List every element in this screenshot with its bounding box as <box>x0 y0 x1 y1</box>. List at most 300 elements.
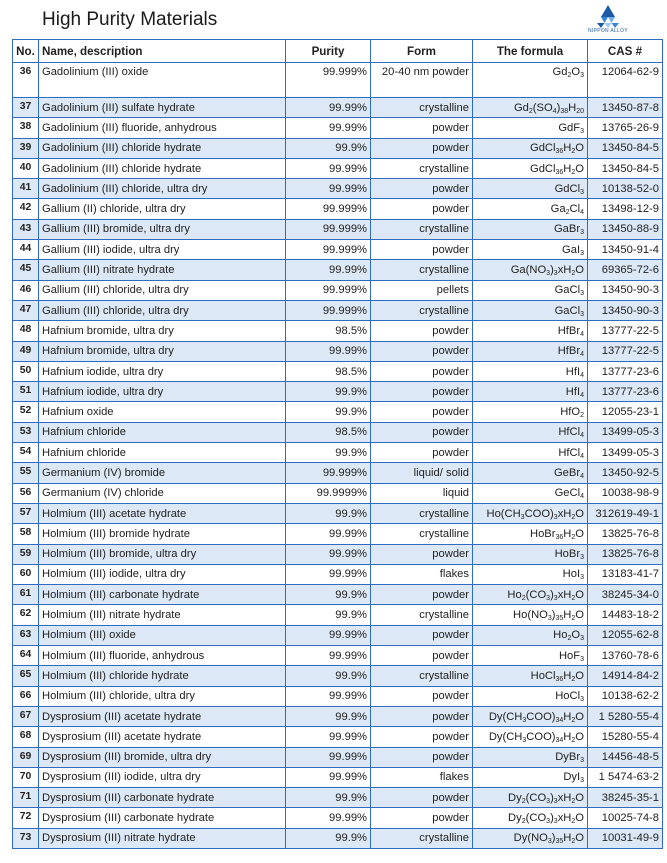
formula-subscript: 2 <box>521 818 526 826</box>
formula-value <box>473 63 588 98</box>
formula-part: O <box>575 609 584 622</box>
page-title: High Purity Materials <box>42 9 218 30</box>
form-value: powder <box>371 199 473 219</box>
cas-number: 13450-84-5 <box>588 138 663 158</box>
form-value: pellets <box>371 280 473 300</box>
form-value: flakes <box>371 564 473 584</box>
purity-value: 99.999% <box>286 280 371 300</box>
form-value: crystalline <box>371 524 473 544</box>
cas-number: 38245-35-1 <box>588 788 663 808</box>
table-row <box>13 727 663 747</box>
material-name: Holmium (III) oxide <box>39 625 286 645</box>
form-value: crystalline <box>371 605 473 625</box>
table-row <box>13 443 663 463</box>
material-name: Hafnium chloride <box>39 443 286 463</box>
cas-number: 69365-72-6 <box>588 260 663 280</box>
cas-number: 13499-05-3 <box>588 443 663 463</box>
formula-subscript: 3 <box>553 594 558 602</box>
formula-subscript: 3 <box>522 736 527 744</box>
purity-value: 99.999% <box>286 199 371 219</box>
purity-value: 98.5% <box>286 321 371 341</box>
row-number: 60 <box>13 564 39 584</box>
formula-subscript: 4 <box>580 330 584 338</box>
formula-part: Cl <box>569 203 581 216</box>
form-value: crystalline <box>371 666 473 686</box>
formula-part: (SO <box>532 101 553 114</box>
formula-value <box>473 808 588 828</box>
formula-subscript: 2 <box>571 533 576 541</box>
form-value: powder <box>371 341 473 361</box>
formula-subscript: 3 <box>547 615 552 623</box>
formula-part: xH <box>557 507 572 520</box>
formula-subscript: 3 <box>580 249 584 257</box>
formula-subscript: 3 <box>553 270 558 278</box>
row-number: 49 <box>13 341 39 361</box>
brand-logo <box>588 4 628 38</box>
logo-triangles-icon <box>593 4 623 28</box>
formula-part: Gd <box>513 101 529 114</box>
formula-part: xH <box>557 264 572 277</box>
form-value: powder <box>371 422 473 442</box>
purity-value: 99.99% <box>286 118 371 138</box>
purity-value: 99.99% <box>286 747 371 767</box>
row-number: 59 <box>13 544 39 564</box>
material-name: Holmium (III) chloride hydrate <box>39 666 286 686</box>
form-value: crystalline <box>371 219 473 239</box>
formula-part: O <box>575 142 584 155</box>
formula-part: H <box>563 162 572 175</box>
table-row <box>13 300 663 320</box>
material-name: Holmium (III) bromide hydrate <box>39 524 286 544</box>
cas-number: 13825-76-8 <box>588 544 663 564</box>
formula-part: HfCl <box>558 446 581 459</box>
formula-subscript: 35 <box>555 838 564 846</box>
material-name: Holmium (III) nitrate hydrate <box>39 605 286 625</box>
formula-value <box>473 260 588 280</box>
formula-part: HfBr <box>557 324 581 337</box>
formula-part: HfI <box>565 365 581 378</box>
row-number: 62 <box>13 605 39 625</box>
formula-subscript: 4 <box>580 452 584 460</box>
material-name: Gallium (III) bromide, ultra dry <box>39 219 286 239</box>
material-name: Gallium (III) chloride, ultra dry <box>39 300 286 320</box>
purity-value: 99.9% <box>286 605 371 625</box>
column-header-form: Form <box>371 40 473 63</box>
formula-subscript: 36 <box>555 533 564 541</box>
row-number: 42 <box>13 199 39 219</box>
formula-part: (CO <box>525 812 547 825</box>
cas-number: 14483-18-2 <box>588 605 663 625</box>
table-row <box>13 808 663 828</box>
row-number: 54 <box>13 443 39 463</box>
row-number: 44 <box>13 240 39 260</box>
formula-part: GaCl <box>554 304 581 317</box>
formula-subscript: 3 <box>547 838 552 846</box>
formula-subscript: 2 <box>521 797 526 805</box>
formula-value <box>473 422 588 442</box>
formula-subscript: 4 <box>580 371 584 379</box>
material-name: Gadolinium (III) chloride, ultra dry <box>39 179 286 199</box>
material-name: Germanium (IV) chloride <box>39 483 286 503</box>
formula-subscript: 36 <box>555 168 564 176</box>
formula-part: GdCl <box>530 142 556 155</box>
form-value: powder <box>371 118 473 138</box>
formula-part: GaBr <box>553 223 581 236</box>
material-name: Gallium (III) nitrate hydrate <box>39 260 286 280</box>
formula-subscript: 2 <box>580 412 584 420</box>
purity-value: 99.99% <box>286 158 371 178</box>
formula-part: O <box>575 710 584 723</box>
column-header-no: No. <box>13 40 39 63</box>
formula-part: GdCl <box>554 182 581 195</box>
table-row <box>13 666 663 686</box>
material-name: Dysprosium (III) bromide, ultra dry <box>39 747 286 767</box>
formula-part: HoCl <box>530 669 556 682</box>
formula-subscript: 4 <box>552 107 557 115</box>
row-number: 37 <box>13 98 39 118</box>
table-row <box>13 118 663 138</box>
table-row <box>13 706 663 726</box>
formula-part: O <box>575 527 584 540</box>
formula-value <box>473 564 588 584</box>
formula-part: GdF <box>558 121 581 134</box>
formula-subscript: 2 <box>571 675 576 683</box>
table-row <box>13 564 663 584</box>
material-name: Gadolinium (III) sulfate hydrate <box>39 98 286 118</box>
formula-subscript: 3 <box>522 716 527 724</box>
formula-part: ) <box>550 588 554 601</box>
purity-value: 99.9% <box>286 585 371 605</box>
formula-part: HoCl <box>555 690 581 703</box>
formula-part: O <box>575 812 584 825</box>
form-value: flakes <box>371 767 473 787</box>
formula-value <box>473 483 588 503</box>
formula-part: GaI <box>562 243 581 256</box>
material-name: Gallium (III) chloride, ultra dry <box>39 280 286 300</box>
row-number: 38 <box>13 118 39 138</box>
cas-number: 10025-74-8 <box>588 808 663 828</box>
formula-value <box>473 321 588 341</box>
material-name: Dysprosium (III) iodide, ultra dry <box>39 767 286 787</box>
purity-value: 99.99% <box>286 341 371 361</box>
material-name: Holmium (III) fluoride, anhydrous <box>39 646 286 666</box>
row-number: 71 <box>13 788 39 808</box>
formula-subscript: 35 <box>555 615 564 623</box>
formula-part: HoI <box>562 568 581 581</box>
formula-subscript: 2 <box>571 716 576 724</box>
cas-number: 10138-52-0 <box>588 179 663 199</box>
table-row <box>13 605 663 625</box>
formula-subscript: 3 <box>580 554 584 562</box>
cas-number: 38245-34-0 <box>588 585 663 605</box>
table-row <box>13 544 663 564</box>
table-row <box>13 199 663 219</box>
formula-part: O <box>575 162 584 175</box>
table-row <box>13 585 663 605</box>
formula-value <box>473 585 588 605</box>
row-number: 65 <box>13 666 39 686</box>
formula-part: xH <box>557 791 572 804</box>
form-value: crystalline <box>371 260 473 280</box>
cas-number: 13760-78-6 <box>588 646 663 666</box>
table-row <box>13 361 663 381</box>
material-name: Gadolinium (III) fluoride, anhydrous <box>39 118 286 138</box>
formula-value <box>473 646 588 666</box>
cas-number: 10031-49-9 <box>588 828 663 848</box>
table-row <box>13 747 663 767</box>
formula-subscript: 2 <box>521 594 526 602</box>
formula-subscript: 3 <box>580 696 584 704</box>
form-value: powder <box>371 382 473 402</box>
row-number: 48 <box>13 321 39 341</box>
formula-part: Ho(CH <box>486 507 521 520</box>
material-name: Gadolinium (III) chloride hydrate <box>39 158 286 178</box>
table-row <box>13 625 663 645</box>
formula-part: DyBr <box>555 751 581 764</box>
form-value: powder <box>371 585 473 605</box>
cas-number: 13777-22-5 <box>588 341 663 361</box>
column-header-formula: The formula <box>473 40 588 63</box>
formula-part: GeCl <box>554 487 581 500</box>
formula-part: GdCl <box>530 162 556 175</box>
formula-part: H <box>568 101 577 114</box>
formula-subscript: 34 <box>555 736 564 744</box>
formula-subscript: 3 <box>580 188 584 196</box>
formula-value <box>473 544 588 564</box>
cas-number: 13825-76-8 <box>588 524 663 544</box>
purity-value: 99.99% <box>286 808 371 828</box>
formula-part: O <box>575 730 584 743</box>
formula-subscript: 3 <box>580 127 584 135</box>
formula-subscript: 2 <box>571 168 576 176</box>
formula-subscript: 3 <box>580 290 584 298</box>
formula-part: O <box>575 791 584 804</box>
formula-subscript: 2 <box>571 736 576 744</box>
formula-part: ) <box>550 264 554 277</box>
formula-value <box>473 443 588 463</box>
cas-number: 13777-23-6 <box>588 382 663 402</box>
form-value: 20-40 nm powder <box>371 63 473 98</box>
formula-subscript: 4 <box>580 209 584 217</box>
formula-part: xH <box>557 812 572 825</box>
table-row <box>13 179 663 199</box>
formula-part: xH <box>557 588 572 601</box>
row-number: 53 <box>13 422 39 442</box>
purity-value: 99.9% <box>286 138 371 158</box>
table-row <box>13 280 663 300</box>
cas-number: 14914-84-2 <box>588 666 663 686</box>
cas-number: 13499-05-3 <box>588 422 663 442</box>
formula-part: ) <box>551 832 556 845</box>
formula-value <box>473 98 588 118</box>
form-value: powder <box>371 808 473 828</box>
row-number: 55 <box>13 463 39 483</box>
formula-part: O <box>575 588 584 601</box>
formula-part: DyI <box>563 771 581 784</box>
purity-value: 99.99% <box>286 727 371 747</box>
form-value: powder <box>371 361 473 381</box>
material-name: Holmium (III) carbonate hydrate <box>39 585 286 605</box>
formula-subscript: 3 <box>553 797 558 805</box>
form-value: powder <box>371 747 473 767</box>
formula-part: HfBr <box>557 345 581 358</box>
row-number: 70 <box>13 767 39 787</box>
form-value: powder <box>371 788 473 808</box>
cas-number: 10038-98-9 <box>588 483 663 503</box>
formula-part: HfCl <box>558 426 581 439</box>
formula-part: O <box>571 66 581 78</box>
table-row <box>13 98 663 118</box>
row-number: 64 <box>13 646 39 666</box>
formula-value <box>473 138 588 158</box>
formula-part: O <box>575 264 584 277</box>
row-number: 72 <box>13 808 39 828</box>
form-value: powder <box>371 138 473 158</box>
formula-part: Dy <box>508 791 522 804</box>
cas-number: 15280-55-4 <box>588 727 663 747</box>
formula-value <box>473 341 588 361</box>
formula-subscript: 3 <box>546 797 551 805</box>
formula-part: O <box>575 507 584 520</box>
formula-part: H <box>563 730 572 743</box>
formula-part: Dy(CH <box>488 730 523 743</box>
row-number: 36 <box>13 63 39 98</box>
cas-number: 312619-49-1 <box>588 503 663 523</box>
formula-subscript: 3 <box>520 513 525 521</box>
formula-part: Dy <box>508 812 522 825</box>
formula-value <box>473 402 588 422</box>
cas-number: 12064-62-9 <box>588 63 663 98</box>
row-number: 69 <box>13 747 39 767</box>
formula-subscript: 3 <box>546 818 551 826</box>
table-header-row <box>13 40 663 63</box>
formula-part: H <box>563 832 572 845</box>
cas-number: 13450-92-5 <box>588 463 663 483</box>
form-value: crystalline <box>371 98 473 118</box>
formula-value <box>473 828 588 848</box>
cas-number: 12055-62-8 <box>588 625 663 645</box>
form-value: powder <box>371 625 473 645</box>
row-number: 52 <box>13 402 39 422</box>
cas-number: 13765-26-9 <box>588 118 663 138</box>
formula-part: ) <box>550 791 554 804</box>
formula-part: Ga(NO <box>510 264 547 277</box>
formula-value <box>473 158 588 178</box>
cas-number: 13450-91-4 <box>588 240 663 260</box>
formula-part: HoF <box>558 649 581 662</box>
formula-subscript: 36 <box>555 675 564 683</box>
formula-subscript: 4 <box>580 351 584 359</box>
formula-value <box>473 524 588 544</box>
formula-value <box>473 361 588 381</box>
formula-value <box>473 382 588 402</box>
table-row <box>13 524 663 544</box>
row-number: 45 <box>13 260 39 280</box>
formula-value <box>473 666 588 686</box>
formula-value <box>473 706 588 726</box>
purity-value: 99.999% <box>286 63 371 98</box>
table-row <box>13 422 663 442</box>
formula-subscript: 2 <box>571 594 576 602</box>
formula-subscript: 2 <box>565 209 570 217</box>
form-value: powder <box>371 240 473 260</box>
form-value: powder <box>371 727 473 747</box>
formula-value <box>473 788 588 808</box>
material-name: Germanium (IV) bromide <box>39 463 286 483</box>
cas-number: 12055-23-1 <box>588 402 663 422</box>
table-row <box>13 63 663 98</box>
formula-subscript: 2 <box>567 72 572 79</box>
material-name: Dysprosium (III) nitrate hydrate <box>39 828 286 848</box>
formula-subscript: 3 <box>580 655 584 663</box>
form-value: liquid <box>371 483 473 503</box>
formula-part: HfO <box>560 406 581 419</box>
table-row <box>13 828 663 848</box>
table-row <box>13 483 663 503</box>
formula-subscript: 2 <box>528 107 533 115</box>
row-number: 66 <box>13 686 39 706</box>
purity-value: 99.99% <box>286 544 371 564</box>
material-name: Gallium (II) chloride, ultra dry <box>39 199 286 219</box>
formula-part: COO) <box>524 507 554 520</box>
material-name: Hafnium bromide, ultra dry <box>39 341 286 361</box>
formula-part: Ga <box>550 203 566 216</box>
cas-number: 14456-48-5 <box>588 747 663 767</box>
form-value: liquid/ solid <box>371 463 473 483</box>
formula-part: COO) <box>526 710 556 723</box>
purity-value: 99.9% <box>286 666 371 686</box>
formula-part: Dy(NO <box>513 832 548 845</box>
cas-number: 13450-87-8 <box>588 98 663 118</box>
purity-value: 99.99% <box>286 625 371 645</box>
formula-subscript: 3 <box>546 270 551 278</box>
table-row <box>13 240 663 260</box>
formula-part: Ho <box>553 629 568 642</box>
cas-number: 1 5474-63-2 <box>588 767 663 787</box>
formula-part: Ho(NO <box>513 609 548 622</box>
material-name: Gadolinium (III) oxide <box>39 63 286 98</box>
material-name: Hafnium chloride <box>39 422 286 442</box>
row-number: 63 <box>13 625 39 645</box>
cas-number: 1 5280-55-4 <box>588 706 663 726</box>
column-header-purity: Purity <box>286 40 371 63</box>
formula-subscript: 4 <box>580 493 584 501</box>
formula-value <box>473 625 588 645</box>
formula-part: Gd <box>552 66 568 78</box>
formula-subscript: 2 <box>571 797 576 805</box>
form-value: powder <box>371 706 473 726</box>
cas-number: 10138-62-2 <box>588 686 663 706</box>
formula-subscript: 2 <box>567 635 572 643</box>
cas-number: 13777-23-6 <box>588 361 663 381</box>
material-name: Gallium (III) iodide, ultra dry <box>39 240 286 260</box>
purity-value: 99.9% <box>286 788 371 808</box>
formula-part: ) <box>551 609 556 622</box>
form-value: crystalline <box>371 503 473 523</box>
formula-part: Ho <box>507 588 522 601</box>
form-value: powder <box>371 544 473 564</box>
row-number: 43 <box>13 219 39 239</box>
purity-value: 99.99% <box>286 524 371 544</box>
formula-part: Dy(CH <box>488 710 523 723</box>
formula-subscript: 2 <box>571 615 576 623</box>
purity-value: 99.9% <box>286 382 371 402</box>
row-number: 50 <box>13 361 39 381</box>
purity-value: 99.9999% <box>286 483 371 503</box>
formula-subscript: 38 <box>560 107 569 115</box>
formula-part: HoBr <box>554 548 581 561</box>
formula-value <box>473 219 588 239</box>
